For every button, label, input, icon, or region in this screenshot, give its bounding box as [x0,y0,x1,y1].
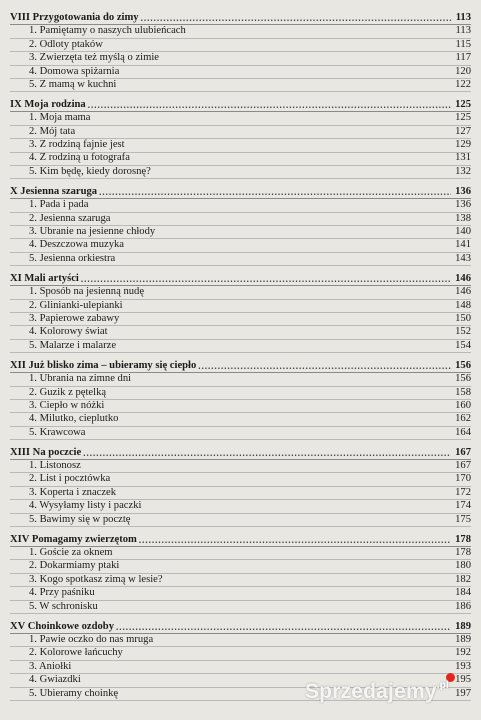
toc-entry-page-number: 164 [455,426,471,438]
toc-entry [10,79,471,92]
toc-entry [10,387,471,400]
section-heading-label: XIII Na poczcie [10,446,82,458]
toc-entry-label: 4. Domowa spiżarnia [29,65,120,77]
dot-leader [88,99,451,111]
toc-entry [10,112,471,125]
toc-entry-page-number: 186 [455,600,471,612]
toc-entry [10,661,471,674]
toc-entry-label: 1. Pamiętamy o naszych ulubieńcach [29,25,186,37]
toc-entry-label: 3. Zwierzęta też myślą o zimie [29,52,160,64]
toc-entry-label: 4. Z rodziną u fotografa [29,152,130,164]
toc-entry-page-number: 178 [455,547,471,558]
toc-entry-label: 1. Goście za oknem [29,547,113,558]
toc-entry-page-number: 136 [455,199,471,211]
toc-entry-page-number: 154 [455,339,471,351]
toc-entry-label: 5. W schronisku [29,600,98,612]
toc-entry [10,52,471,65]
toc-entry [10,25,471,38]
toc-entry [10,560,471,573]
toc-entry-label: 2. Glinianki-ulepianki [29,299,123,311]
toc-entry [10,587,471,600]
toc-entry-label: 4. Przy paśniku [29,587,95,599]
toc-entry [10,514,471,527]
toc-entry-page-number: 148 [455,299,471,311]
toc-entry-page-number: 158 [455,386,471,398]
toc-entry [10,326,471,339]
toc-entry-label: 2. Guzik z pętelką [29,386,107,398]
toc-entry [10,340,471,353]
toc-entry-label: 2. Odloty ptaków [29,38,103,50]
section-heading-page-number: 167 [455,446,471,458]
toc-entry [10,634,471,647]
toc-entry [10,286,471,299]
toc-entry [10,126,471,139]
toc-entry [10,139,471,152]
toc-section [10,273,471,353]
toc-entry-page-number: 152 [455,326,471,338]
section-heading-page-number: 125 [455,98,471,110]
toc-entry [10,574,471,587]
toc-entry-label: 5. Z mamą w kuchni [29,78,117,90]
toc-section [10,99,471,179]
toc-entry-page-number: 143 [455,252,471,264]
toc-entry [10,39,471,52]
toc-entry-label: 3. Ciepło w nóżki [29,399,105,411]
toc-entry [10,166,471,179]
toc-entry-page-number: 192 [455,647,471,659]
watermark-logo [305,680,449,704]
toc-entry [10,253,471,266]
toc-entry-page-number: 174 [455,500,471,512]
toc-entry-label: 1. Ubrania na zimne dni [29,373,132,385]
toc-entry-label: 1. Listonosz [29,460,81,472]
section-heading-label: XI Mali artyści [10,272,79,284]
toc-section [10,12,471,92]
toc-entry-page-number: 113 [455,25,471,37]
dot-leader [83,447,451,459]
toc-entry [10,313,471,326]
toc-entry [10,427,471,440]
toc-entry [10,300,471,313]
toc-entry-page-number: 156 [455,373,471,385]
toc-entry-label: 1. Pada i pada [29,199,89,211]
section-heading-label: XIV Pomagamy zwierzętom [10,533,137,545]
toc-entry-label: 5. Jesienna orkiestra [29,252,116,264]
toc-entry-label: 4. Deszczowa muzyka [29,239,125,251]
toc-entry-label: 4. Gwiazdki [29,674,81,686]
toc-entry-label: 5. Kim będę, kiedy dorosnę? [29,165,151,177]
toc-entry-label: 1. Moja mama [29,112,91,124]
toc-entry-label: 4. Wysyłamy listy i paczki [29,500,142,512]
toc-entry-label: 3. Papierowe zabawy [29,312,120,324]
toc-entry-label: 2. List i pocztówka [29,473,111,485]
section-heading [10,99,471,112]
section-heading [10,12,471,25]
toc-entry-page-number: 172 [455,486,471,498]
toc-entry-page-number: 162 [455,413,471,425]
toc-entry-page-number: 197 [455,687,471,699]
section-heading [10,186,471,199]
toc-entry [10,460,471,473]
toc-entry-page-number: 175 [455,513,471,525]
toc-entry-page-number: 129 [455,139,471,151]
toc-entry-page-number: 167 [455,460,471,472]
section-heading-label: XII Już blisko zima – ubieramy się ciepło [10,359,197,371]
toc-entry-page-number: 125 [455,112,471,124]
toc-section [10,360,471,440]
toc-section [10,447,471,527]
toc-entry-label: 5. Malarze i malarze [29,339,117,351]
toc-entry-page-number: 146 [455,286,471,298]
toc-entry-page-number: 150 [455,312,471,324]
toc-entry-label: 1. Pawie oczko do nas mruga [29,633,154,645]
section-heading [10,273,471,286]
toc-entry-label: 3. Koperta i znaczek [29,486,117,498]
toc-entry-label: 5. Bawimy się w pocztę [29,513,131,525]
toc-entry [10,153,471,166]
toc-entry-label: 2. Mój tata [29,125,76,137]
toc-entry-page-number: 140 [455,226,471,238]
toc-entry-page-number: 141 [455,239,471,251]
watermark-name: Sprzedajemy [304,680,437,703]
section-heading-label: X Jesienna szaruga [10,185,98,197]
toc-entry-page-number: 170 [455,473,471,485]
toc-entry-label: 4. Kolorowy świat [29,326,108,338]
toc-entry-page-number: 193 [455,660,471,672]
toc-entry-label: 3. Kogo spotkasz zimą w lesie? [29,573,163,585]
toc-entry-page-number: 132 [455,165,471,177]
toc-entry-page-number: 120 [455,65,471,77]
dot-leader [139,534,451,546]
toc-entry-label: 5. Ubieramy choinkę [29,687,119,699]
section-heading [10,447,471,460]
toc-entry-page-number: 195 [455,674,471,686]
section-heading-page-number: 178 [455,533,471,545]
toc-section [10,534,471,614]
toc-section [10,186,471,266]
toc-entry-page-number: 184 [455,587,471,599]
toc-entry-page-number: 115 [455,38,471,50]
section-heading-label: IX Moja rodzina [10,98,86,110]
toc-entry [10,487,471,500]
section-heading-page-number: 156 [455,359,471,371]
section-heading-page-number: 113 [455,11,471,23]
section-heading-page-number: 146 [455,272,471,284]
toc-entry [10,199,471,212]
toc-entry [10,213,471,226]
toc-entry [10,500,471,513]
dot-leader [81,273,451,285]
toc-entry-page-number: 117 [455,52,471,64]
toc-entry-page-number: 160 [455,399,471,411]
dot-leader [116,621,451,633]
toc-entry [10,413,471,426]
section-heading-page-number: 189 [455,620,471,632]
toc-entry-label: 2. Jesienna szaruga [29,212,111,224]
toc-entry-page-number: 127 [455,125,471,137]
toc-entry-label: 4. Milutko, cieplutko [29,413,119,425]
section-heading-label: XV Choinkowe ozdoby [10,620,114,632]
dot-leader [198,360,451,372]
dot-leader [99,186,451,198]
toc-entry-label: 2. Kolorowe łańcuchy [29,647,123,659]
section-heading-label: VIII Przygotowania do zimy [10,11,139,23]
toc-entry-page-number: 182 [455,573,471,585]
section-heading [10,360,471,373]
section-heading [10,534,471,547]
watermark-suffix: .pl [436,680,449,691]
table-of-contents [10,12,471,701]
toc-entry-label: 3. Aniołki [29,660,72,672]
dot-leader [141,12,451,24]
toc-entry-label: 3. Z rodziną fajnie jest [29,139,125,151]
toc-entry [10,547,471,560]
toc-entry [10,226,471,239]
toc-entry [10,373,471,386]
section-heading-page-number: 136 [455,185,471,197]
toc-entry [10,473,471,486]
toc-entry [10,66,471,79]
section-heading [10,621,471,634]
toc-entry-page-number: 122 [455,78,471,90]
toc-entry-label: 3. Ubranie na jesienne chłody [29,226,156,238]
toc-entry [10,400,471,413]
toc-entry-label: 1. Sposób na jesienną nudę [29,286,145,298]
toc-entry-page-number: 180 [455,560,471,572]
toc-entry-label: 5. Krawcowa [29,426,86,438]
toc-entry [10,601,471,614]
toc-entry-page-number: 138 [455,212,471,224]
toc-entry [10,647,471,660]
toc-entry-label: 2. Dokarmiamy ptaki [29,560,120,572]
toc-entry-page-number: 131 [455,152,471,164]
toc-entry [10,239,471,252]
toc-entry-page-number: 189 [455,633,471,645]
